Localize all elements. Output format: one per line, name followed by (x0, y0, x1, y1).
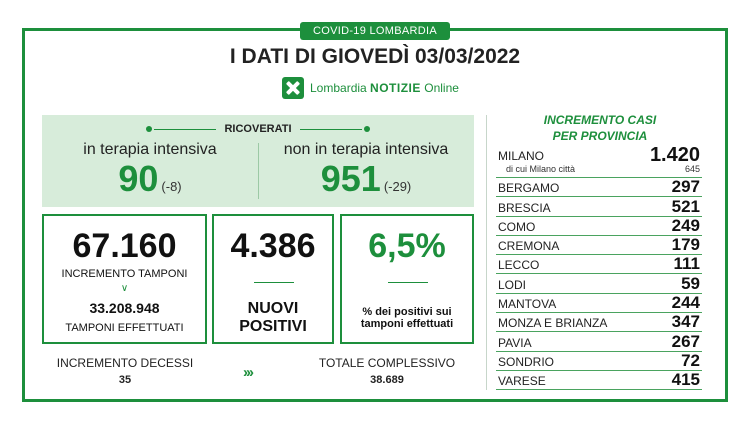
province-name: LODI (498, 277, 527, 292)
terapia-intensiva-cell (42, 141, 258, 207)
province-row (496, 332, 702, 351)
brand-text (310, 81, 459, 95)
province-name: CREMONA (498, 239, 560, 254)
percentuale-label-1: % dei positivi sui (362, 306, 452, 318)
province-value: 244 (671, 293, 700, 313)
percentuale-label-2: tamponi effettuati (360, 318, 454, 330)
province-row (496, 255, 702, 274)
province-row (496, 236, 702, 255)
province-value: 1.420 (649, 144, 700, 166)
province-value: 297 (671, 177, 700, 197)
nuovi-positivi-value: 4.386 (230, 227, 316, 265)
province-name: LECCO (498, 258, 540, 273)
province-name: SONDRIO (498, 354, 555, 369)
province-row (496, 274, 702, 293)
nuovi-positivi-label-1: NUOVI (247, 300, 299, 317)
incremento-decessi-value: 35 (118, 374, 132, 386)
province-row (496, 313, 702, 332)
province-row (496, 294, 702, 313)
incremento-decessi (50, 356, 200, 386)
province-value: 267 (671, 331, 700, 351)
incremento-decessi-label: INCREMENTO DECESSI (56, 356, 194, 370)
nuovi-positivi-label-2: POSITIVI (239, 318, 307, 335)
incremento-tamponi-value: 67.160 (72, 227, 177, 265)
province-value: 111 (673, 254, 700, 274)
province-name: MILANO (498, 149, 545, 163)
province-name: BERGAMO (498, 181, 560, 196)
incremento-tamponi-label: INCREMENTO TAMPONI (61, 268, 188, 280)
province-row-milano (496, 146, 702, 178)
non-terapia-intensiva-value (258, 159, 474, 207)
brand-prefix: Lombardia (310, 81, 367, 95)
region-tag: COVID-19 LOMBARDIA (300, 22, 450, 40)
brand-suffix: Online (424, 81, 459, 95)
brand-bold: NOTIZIE (370, 81, 421, 95)
value: 90 (118, 158, 159, 199)
divider (486, 115, 487, 390)
delta: (-8) (161, 179, 182, 194)
province-value: 59 (681, 273, 700, 293)
province-name: VARESE (498, 374, 546, 389)
province-name: BRESCIA (498, 200, 551, 215)
totale-decessi-label: TOTALE COMPLESSIVO (318, 356, 456, 370)
province-name: MONZA E BRIANZA (498, 316, 608, 331)
percentuale-value: 6,5% (368, 227, 446, 265)
totale-decessi-value: 38.689 (370, 374, 404, 386)
non-terapia-intensiva-label: non in terapia intensiva (283, 141, 449, 158)
milano-citta-label: di cui Milano città (506, 164, 576, 174)
page-title: I DATI DI GIOVEDÌ 03/03/2022 (229, 45, 521, 68)
province-value: 415 (671, 370, 700, 390)
ricoverati-panel (42, 115, 474, 207)
non-terapia-intensiva-cell (258, 141, 474, 207)
province-row (496, 371, 702, 390)
ricoverati-title: RICOVERATI (224, 123, 292, 135)
brand (282, 76, 459, 100)
province-row (496, 217, 702, 236)
province-title-line-1: INCREMENTO CASI (543, 113, 657, 127)
province-row (496, 352, 702, 371)
tamponi-effettuati-label: TAMPONI EFFETTUATI (65, 322, 184, 334)
dot-icon (364, 126, 370, 132)
chevron-down-icon: ∨ (120, 283, 129, 294)
province-value: 249 (671, 215, 700, 235)
divider (254, 282, 294, 283)
province-row (496, 178, 702, 197)
province-row (496, 197, 702, 216)
province-name: COMO (498, 219, 536, 234)
percentuale-box (340, 214, 474, 344)
brand-logo-icon (282, 77, 304, 99)
province-title (500, 112, 700, 144)
tamponi-effettuati-value: 33.208.948 (89, 300, 160, 316)
divider (388, 282, 428, 283)
province-name: MANTOVA (498, 297, 557, 312)
province-value: 521 (671, 196, 700, 216)
divider (300, 129, 362, 130)
province-name: PAVIA (498, 335, 532, 350)
terapia-intensiva-label: in terapia intensiva (83, 141, 217, 158)
terapia-intensiva-value (42, 159, 258, 207)
province-value: 72 (681, 350, 700, 370)
province-value: 347 (671, 312, 700, 332)
province-title-line-2: PER PROVINCIA (552, 129, 648, 143)
value: 951 (320, 158, 381, 199)
tamponi-box (42, 214, 207, 344)
chevron-right-icon: ››› (243, 364, 252, 381)
province-value: 179 (671, 235, 700, 255)
province-table (496, 146, 702, 390)
milano-citta-value: 645 (684, 164, 700, 174)
delta: (-29) (383, 179, 412, 194)
totale-decessi (312, 356, 462, 386)
positivi-box (212, 214, 334, 344)
